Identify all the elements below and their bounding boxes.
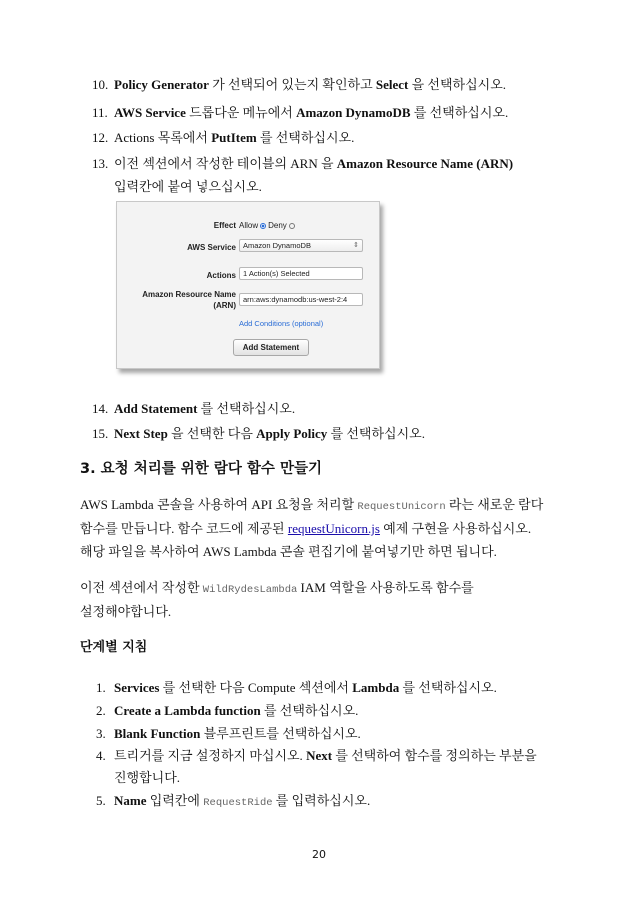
para1-line1: AWS Lambda 콘솔을 사용하여 API 요청을 처리할 RequestUnicorn 라는 새로운 람다 <box>80 497 544 513</box>
deny-option-label: Deny <box>268 221 287 230</box>
para2-line2: 설정해야합니다. <box>80 604 172 619</box>
select-arrows-icon: ⇕ <box>353 242 359 249</box>
actions-field[interactable]: 1 Action(s) Selected <box>239 267 363 280</box>
instruction-step-1: 1. Services 를 선택한 다음 Compute 섹션에서 Lambda 를 선택하십시오. <box>96 680 497 695</box>
aws-service-label: AWS Service <box>187 243 236 252</box>
page-number: 20 <box>312 848 326 861</box>
step-13-continuation: 입력칸에 붙여 넣으십시오. <box>114 179 262 194</box>
para2-line1: 이전 섹션에서 작성한 WildRydesLambda IAM 역할을 사용하도록 함수를 <box>80 580 474 596</box>
deny-radio[interactable] <box>289 223 295 229</box>
arn-label-line2: (ARN) <box>213 301 236 310</box>
para1-line3: 해당 파일을 복사하여 AWS Lambda 콘솔 편집기에 붙여넣기만 하면 됩니다. <box>80 544 497 559</box>
instruction-step-3: 3. Blank Function 블루프린트를 선택하십시오. <box>96 726 361 741</box>
instruction-step-2: 2. Create a Lambda function 를 선택하십시오. <box>96 703 359 718</box>
step-13: 13. 이전 섹션에서 작성한 테이블의 ARN 을 Amazon Resource Name (ARN) <box>92 156 514 171</box>
effect-options <box>239 221 297 230</box>
actions-label: Actions <box>206 271 236 280</box>
instruction-step-5: 5. Name 입력칸에 RequestRide 를 입력하십시오. <box>96 793 371 809</box>
add-conditions-link[interactable]: Add Conditions (optional) <box>239 319 324 328</box>
step-11: 11. AWS Service 드롭다운 메뉴에서 Amazon DynamoDB 를 선택하십시오. <box>92 105 509 120</box>
allow-option-label: Allow <box>239 221 259 230</box>
instruction-step-4-continuation: 진행합니다. <box>114 770 181 785</box>
step-14: 14. Add Statement 를 선택하십시오. <box>92 401 296 416</box>
aws-service-select[interactable]: Amazon DynamoDB ⇕ <box>239 239 363 252</box>
step-10: 10. Policy Generator 가 선택되어 있는지 확인하고 Select 을 선택하십시오. <box>92 77 507 92</box>
requestunicorn-link[interactable]: requestUnicorn.js <box>287 521 380 536</box>
iam-policy-screenshot <box>116 201 380 369</box>
instructions-heading: 단계별 지침 <box>80 640 148 655</box>
section-title: 3. 요청 처리를 위한 람다 함수 만들기 <box>80 461 322 477</box>
arn-input[interactable]: arn:aws:dynamodb:us-west-2:4 <box>239 293 363 306</box>
step-12: 12. Actions 목록에서 PutItem 를 선택하십시오. <box>92 130 355 145</box>
arn-label-line1: Amazon Resource Name <box>142 290 236 299</box>
effect-label: Effect <box>213 221 236 230</box>
instruction-step-4: 4. 트리거를 지금 설정하지 마십시오. Next 를 선택하여 함수를 정의하는 부분을 <box>96 748 537 763</box>
add-statement-button[interactable]: Add Statement <box>233 339 309 356</box>
allow-radio[interactable] <box>260 223 266 229</box>
para1-line2: 함수를 만듭니다. 함수 코드에 제공된 requestUnicorn.js 예제 구현을 사용하십시오. <box>80 521 532 536</box>
step-15: 15. Next Step 을 선택한 다음 Apply Policy 를 선택하십시오. <box>92 426 425 441</box>
